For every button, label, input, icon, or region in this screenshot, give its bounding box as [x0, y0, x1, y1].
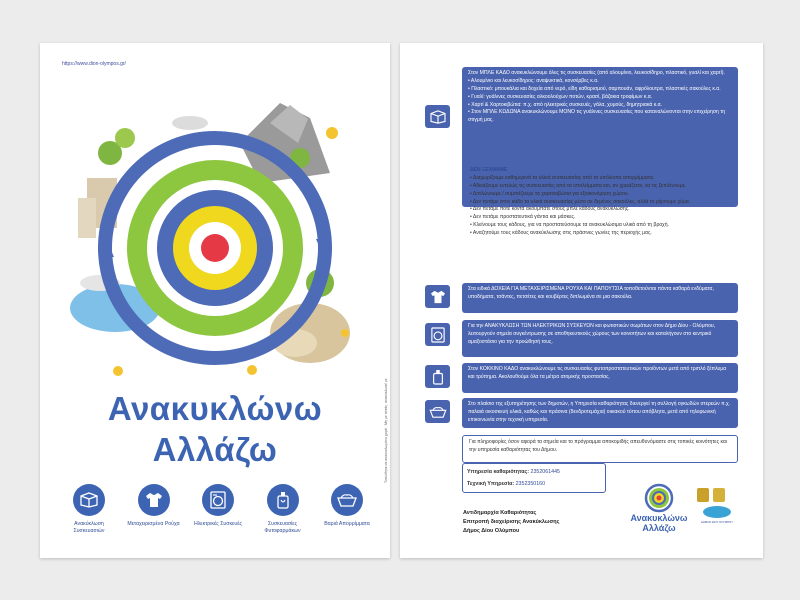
category-pesticide: [252, 484, 314, 535]
contacts-outline-box: [462, 463, 606, 493]
pesticide-bottle-icon: [425, 365, 450, 388]
title-line-2: Αλλάζω: [152, 431, 278, 468]
category-label: Συσκευασίες Φυτοφαρμάκων: [264, 521, 301, 534]
org-line: Επιτροπή διαχείρισης Ανακύκλωσης: [463, 519, 560, 526]
tshirt-icon: [138, 484, 170, 516]
logo-text-line-2: Αλλάζω: [642, 523, 676, 533]
remember-section: [470, 167, 738, 238]
box-icon: [73, 484, 105, 516]
pesticide-bottle-icon: [267, 484, 299, 516]
left-page: [40, 43, 390, 558]
right-page: [400, 43, 763, 558]
category-packaging: [58, 484, 120, 535]
title-line-1: Ανακυκλώνω: [107, 390, 323, 427]
info-outline-box: [462, 435, 738, 463]
category-label: Ανακύκλωση Συσκευασιών: [73, 521, 105, 534]
contact-cleaning: [467, 469, 560, 475]
pesticide-info-box: Στον ΚΟΚΚΙΝΟ ΚΑΔΟ ανακυκλώνουμε τις συσκευασίες φυτοπροστατευτικών προϊόντων μετά από τριπλό ξέπλυμα και τρύπημα. Ακολουθούμε όλα τα μέτρα ατομικής προστασίας.: [462, 363, 738, 393]
sun-icon: [326, 127, 338, 139]
remember-item: • Διπλώνουμε / συμπιέζουμε τα χαρτοκιβώτια για εξοικονόμηση χώρου.: [470, 190, 630, 197]
cloud-shape: [172, 116, 208, 130]
intro-line: • Γυαλί: γυάλινες συσκευασίες αλκοολούχων ποτών, κρασί, βάζακια τροφίμων κ.α.: [468, 93, 653, 100]
category-label: Μεταχειρισμένα Ρούχα: [127, 521, 180, 527]
category-label: Βαριά Απορρίμματα: [324, 521, 370, 527]
remember-item: • Δεν πετάμε προστατευτικά γάντια και μάσκες.: [470, 214, 576, 221]
logo-text-line-1: Ανακυκλώνω: [630, 513, 688, 523]
red-center: [201, 234, 229, 262]
side-note: Τυπώθηκε σε ανακυκλωμένο χαρτί · Μη με πετάς, ανακύκλωσέ με: [384, 378, 388, 483]
intro-line: • Πλαστικό: μπουκάλια και δοχεία από νερό, είδη καθαρισμού, σαμπουάν, αφρόλουτρα, πλαστικές σακούλες κ.α.: [468, 85, 721, 92]
electric-info-box: Για την ΑΝΑΚΥΚΛΩΣΗ ΤΩΝ ΗΛΕΚΤΡΙΚΩΝ ΣΥΣΚΕΥΩΝ και φωτιστικών σωμάτων στον Δήμο Δίου - Ολύμπου, λειτουργούν σημεία συγκέντρωσης σε αποθηκευτικούς χώρους των κοινοτήτων και καταλήγουν στο κεντρικό αμαξοστάσιο για την προώθησή τους.: [462, 320, 738, 357]
washing-machine-icon: [425, 323, 450, 346]
building-shape: [78, 198, 96, 238]
remember-item: • Διαχωρίζουμε καθημερινά τα υλικά συσκευασίας από τα υπόλοιπα απορρίμματα.: [470, 174, 655, 181]
remember-item: • Αδειάζουμε εντελώς τις συσκευασίες από τα υπολείμματα και, αν χρειάζεται, να τις ξεπλένουμε.: [470, 182, 687, 189]
contact-technical: [467, 481, 545, 487]
bulky-info-box: Στο πλαίσιο της εξυπηρέτησης των δημοτών, η Υπηρεσία καθαριότητας διενεργεί τη συλλογή ογκωδών στερεών π.χ. παλαιά οικοσκευή υλικά, καθώς και πράσινα (δενδροτεμάχια) οικιακού τύπου απόβλητα, μετά από τηλεφωνική επικοινωνία στην τεχνική υπηρεσία.: [462, 398, 738, 428]
campaign-logo: [629, 483, 689, 543]
bulky-waste-icon: [331, 484, 363, 516]
org-line: Αντιδημαρχία Καθαριότητας: [463, 510, 537, 516]
intro-line: • Αλουμίνιο και λευκοσίδηρος: αναψυκτικά, κονσέρβες κ.α.: [468, 77, 599, 84]
remember-heading: ΔΕΝ ΞΕΧΝΑΜΕ: [470, 167, 508, 173]
category-label: Ηλεκτρικές Συσκευές: [193, 521, 243, 527]
remember-item: • Κλείνουμε τους κάδους, για να προστατεύσουμε τα ανακυκλώσιμα υλικά από τη βροχή.: [470, 222, 669, 229]
remember-item: • Αναζητούμε τους κάδους ανακύκλωσης στις πράσινες γωνίες της περιοχής μας.: [470, 230, 652, 237]
category-electric: [187, 484, 249, 535]
emblem-icon: [713, 488, 725, 502]
tshirt-icon: [425, 285, 450, 308]
intro-line: • Στον ΜΠΛΕ ΚΩΔΩΝΑ ανακυκλώνουμε ΜΟΝΟ τις γυάλινες συσκευασίες που καταναλώνονται στην επιχείρηση τη στιγμή μας.: [468, 109, 726, 124]
contact-label: Υπηρεσία καθαριότητας:: [467, 469, 530, 475]
municipality-logo: [697, 488, 737, 538]
sun-icon: [247, 365, 257, 375]
org-line: Δήμος Δίου Ολύμπου: [463, 528, 520, 535]
category-clothes: [123, 484, 185, 535]
clothes-info-box: Στα ειδικά ΔΟΧΕΙΑ ΓΙΑ ΜΕΤΑΧΕΙΡΙΣΜΕΝΑ ΡΟΥΧΑ ΚΑΙ ΠΑΠΟΥΤΣΙΑ τοποθετούνται πάντα καθαρά ενδύματα, υποδήματα, τσάντες, πετσέτες και κουβέρτες διπλωμένα σε μια σακούλα.: [462, 283, 738, 313]
emblem-icon: [697, 488, 709, 502]
recycling-illustration: [40, 63, 390, 383]
intro-line: • Χαρτί & Χαρτοκιβώτια: π.χ. από ηλεκτρικές συσκευές, γάλα, χυμούς, δημητριακά κ.α.: [468, 101, 663, 108]
organization-block: [463, 509, 560, 536]
contact-label: Τεχνική Υπηρεσία:: [467, 481, 515, 487]
phone-number[interactable]: 2352061445: [530, 469, 560, 475]
dolphin-icon: [703, 506, 731, 518]
website-url[interactable]: https://www.dion-olympos.gr/: [62, 61, 126, 67]
category-bulky: [316, 484, 378, 535]
category-icons-row: [58, 484, 378, 535]
dimos-label: ΔΗΜΟΣ ΔΙΟΥ ΟΛΥΜΠΟΥ: [700, 520, 734, 524]
phone-number[interactable]: 2352350160: [515, 481, 546, 487]
info-text: Για πληροφορίες όσον αφορά τα σημεία και το πρόγραμμα αποκομιδής απευθυνόμαστε στις τοπικές κοινότητες και την υπηρεσία καθαριότητας του Δήμου.: [469, 439, 728, 453]
tree-shape: [115, 128, 135, 148]
intro-line: Στον ΜΠΛΕ ΚΑΔΟ ανακυκλώνουμε όλες τις συσκευασίες (από αλουμίνιο, λευκοσίδηρο, πλαστικό, γυαλί και χαρτί).: [468, 70, 725, 76]
sun-icon: [341, 329, 349, 337]
remember-item: • Δεν πετάμε ποτέ κοντά ακουμπάτε στους μπλε κάδους ανακύκλωσης.: [470, 206, 630, 213]
washing-machine-icon: [202, 484, 234, 516]
sun-icon: [113, 366, 123, 376]
box-icon: [425, 105, 450, 128]
remember-item: • Δεν πετάμε στον κάδο τα υλικά συσκευασίας μέσα σε δεμένες σακούλες, αλλά το ρίχνουμε χύμα.: [470, 198, 691, 205]
bulky-waste-icon: [425, 400, 450, 423]
